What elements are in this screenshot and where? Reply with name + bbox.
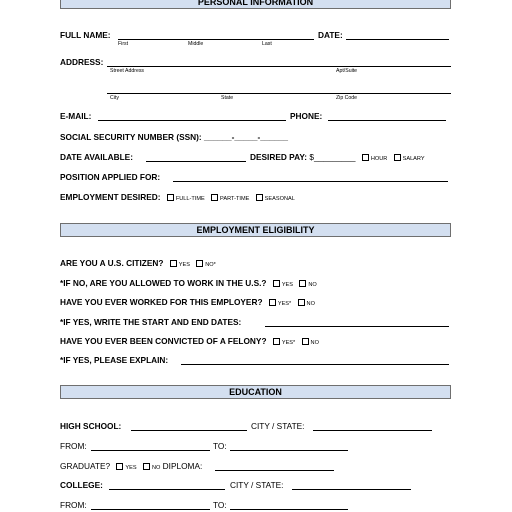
hour-label: HOUR: [370, 156, 388, 162]
citizen-question: ARE YOU A U.S. CITIZEN?: [60, 258, 164, 268]
date-available-label: DATE AVAILABLE:: [60, 152, 133, 162]
employment-desired-label: EMPLOYMENT DESIRED:: [60, 192, 161, 202]
date-field[interactable]: [346, 39, 449, 40]
section-header-eligibility: EMPLOYMENT ELIGIBILITY: [60, 223, 451, 237]
allowed-no-checkbox[interactable]: [299, 280, 306, 287]
part-time-checkbox[interactable]: [211, 194, 218, 201]
graduate-question: GRADUATE?: [60, 461, 111, 471]
email-field[interactable]: [98, 120, 286, 121]
desired-pay-label: DESIRED PAY:: [250, 152, 308, 162]
citizen-no-checkbox[interactable]: [196, 260, 203, 267]
felony-yes-label: YES*: [281, 340, 296, 346]
state-hint: State: [221, 95, 234, 101]
citizen-yes-label: YES: [178, 262, 190, 268]
college-label: COLLEGE:: [60, 480, 103, 490]
hs-to-label: TO:: [213, 441, 227, 451]
college-field[interactable]: [109, 489, 225, 490]
hs-from-field[interactable]: [91, 450, 210, 451]
salary-label: SALARY: [402, 156, 425, 162]
zip-hint: Zip Code: [336, 95, 358, 101]
position-field[interactable]: [173, 181, 448, 182]
worked-no-checkbox[interactable]: [298, 299, 305, 306]
worked-no-label: NO: [306, 301, 315, 307]
diploma-label: DIPLOMA:: [162, 461, 203, 471]
city-state-zip-field[interactable]: [107, 93, 451, 94]
phone-label: PHONE:: [290, 111, 323, 121]
citizen-no-label: NO*: [205, 262, 216, 268]
street-address-field[interactable]: [107, 66, 451, 67]
pay-amount-field[interactable]: $_________: [309, 152, 356, 162]
graduate-yes-checkbox[interactable]: [116, 463, 123, 470]
seasonal-checkbox[interactable]: [256, 194, 263, 201]
college-to-label: TO:: [213, 500, 227, 510]
hs-city-state-field[interactable]: [313, 430, 432, 431]
full-name-field[interactable]: [118, 39, 314, 40]
middle-hint: Middle: [188, 41, 204, 47]
full-time-label: FULL-TIME: [175, 196, 205, 202]
citizen-row: [60, 258, 216, 268]
worked-yes-label: YES*: [277, 301, 292, 307]
phone-field[interactable]: [328, 120, 446, 121]
worked-yes-checkbox[interactable]: [269, 299, 276, 306]
felony-row: [60, 336, 319, 346]
dates-label: *IF YES, WRITE THE START AND END DATES:: [60, 317, 242, 327]
salary-checkbox[interactable]: [394, 154, 401, 161]
graduate-no-label: NO: [151, 465, 161, 471]
allowed-question: *IF NO, ARE YOU ALLOWED TO WORK IN THE U.S.?: [60, 278, 267, 288]
college-from-label: FROM:: [60, 500, 87, 510]
date-label: DATE:: [318, 30, 343, 40]
section-header-personal: PERSONAL INFORMATION: [60, 0, 451, 9]
seasonal-label: SEASONAL: [264, 196, 295, 202]
part-time-label: PART-TIME: [220, 196, 250, 202]
desired-pay-row: [250, 152, 425, 162]
high-school-label: HIGH SCHOOL:: [60, 421, 122, 431]
worked-question: HAVE YOU EVER WORKED FOR THIS EMPLOYER?: [60, 297, 263, 307]
college-city-state-field[interactable]: [292, 489, 411, 490]
hour-checkbox[interactable]: [362, 154, 369, 161]
graduate-no-checkbox[interactable]: [143, 463, 150, 470]
worked-row: [60, 297, 315, 307]
explain-field[interactable]: [181, 364, 449, 365]
felony-yes-checkbox[interactable]: [273, 338, 280, 345]
college-from-field[interactable]: [91, 509, 210, 510]
full-name-label: FULL NAME:: [60, 30, 111, 40]
city-hint: City: [110, 95, 119, 101]
allowed-yes-checkbox[interactable]: [273, 280, 280, 287]
apt-hint: Apt/Suite: [336, 68, 358, 74]
graduate-row: [60, 461, 202, 471]
first-hint: First: [118, 41, 129, 47]
allowed-no-label: NO: [308, 282, 317, 288]
date-available-field[interactable]: [146, 161, 246, 162]
high-school-field[interactable]: [131, 430, 247, 431]
allowed-yes-label: YES: [281, 282, 294, 288]
street-hint: Street Address: [110, 68, 145, 74]
dates-field[interactable]: [265, 326, 449, 327]
hs-from-label: FROM:: [60, 441, 87, 451]
citizen-yes-checkbox[interactable]: [170, 260, 177, 267]
full-time-checkbox[interactable]: [167, 194, 174, 201]
address-label: ADDRESS:: [60, 57, 104, 67]
hs-to-field[interactable]: [230, 450, 348, 451]
employment-desired-row: [60, 192, 295, 202]
diploma-field[interactable]: [215, 470, 334, 471]
graduate-yes-label: YES: [125, 465, 137, 471]
hs-city-state-label: CITY / STATE:: [251, 421, 305, 431]
allowed-row: [60, 278, 317, 288]
college-city-state-label: CITY / STATE:: [230, 480, 284, 490]
position-label: POSITION APPLIED FOR:: [60, 172, 161, 182]
felony-no-label: NO: [310, 340, 319, 346]
explain-label: *IF YES, PLEASE EXPLAIN:: [60, 355, 169, 365]
section-header-education: EDUCATION: [60, 385, 451, 399]
felony-question: HAVE YOU EVER BEEN CONVICTED OF A FELONY?: [60, 336, 267, 346]
college-to-field[interactable]: [230, 509, 348, 510]
ssn-label: SOCIAL SECURITY NUMBER (SSN): ______-_____-______: [60, 132, 288, 142]
email-label: E-MAIL:: [60, 111, 92, 121]
last-hint: Last: [262, 41, 272, 47]
felony-no-checkbox[interactable]: [302, 338, 309, 345]
